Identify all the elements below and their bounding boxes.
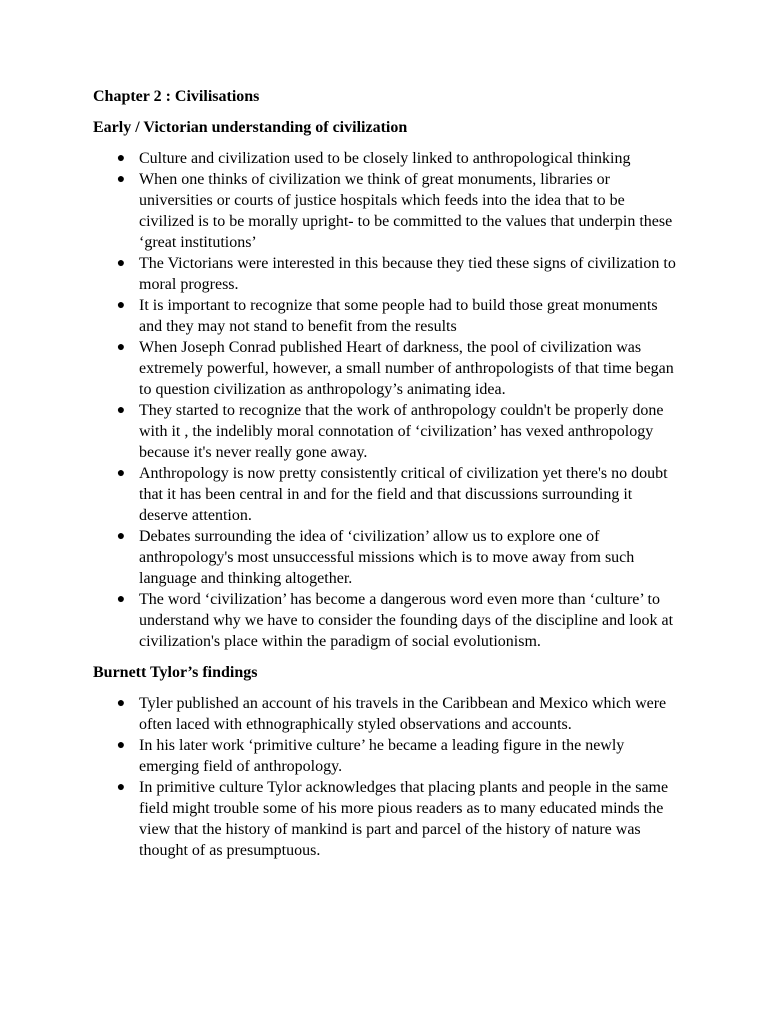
list-item-text: When one thinks of civilization we think of great monuments, libraries or universities or courts of justice hospitals which feeds into the idea that to be civilized is to be morally upright- to be committed to the values that underpin these ‘great institutions’	[139, 171, 673, 251]
list-item	[93, 463, 683, 526]
chapter-title: Chapter 2 : Civilisations	[93, 88, 260, 105]
list-item	[93, 148, 683, 169]
section-heading-victorian: Early / Victorian understanding of civilization	[93, 119, 408, 136]
list-item	[93, 735, 683, 777]
bullet-list-victorian	[93, 148, 683, 652]
list-item	[93, 337, 683, 400]
list-item-text: Debates surrounding the idea of ‘civilization’ allow us to explore one of anthropology's most unsuccessful missions which is to move away from such language and thinking altogether.	[139, 528, 635, 587]
list-item-text: Culture and civilization used to be closely linked to anthropological thinking	[139, 150, 631, 167]
list-item-text: In primitive culture Tylor acknowledges that placing plants and people in the same field might trouble some of his more pious readers as to many educated minds the view that the history of mankind is part and parcel of the history of nature was thought of as presumptuous.	[139, 779, 669, 859]
list-item	[93, 295, 683, 337]
bullet-icon: ●	[116, 738, 126, 753]
list-item-text: When Joseph Conrad published Heart of darkness, the pool of civilization was extremely powerful, however, a small number of anthropologists of that time began to question civilization as anthropology’s animating idea.	[139, 339, 674, 398]
list-item	[93, 526, 683, 589]
bullet-icon: ●	[116, 780, 126, 795]
bullet-icon: ●	[116, 298, 126, 313]
bullet-icon: ●	[116, 151, 126, 166]
list-item	[93, 169, 683, 253]
bullet-icon: ●	[116, 256, 126, 271]
bullet-icon: ●	[116, 592, 126, 607]
bullet-icon: ●	[116, 466, 126, 481]
bullet-icon: ●	[116, 172, 126, 187]
list-item	[93, 777, 683, 861]
section-heading-tylor: Burnett Tylor’s findings	[93, 664, 258, 681]
list-item	[93, 693, 683, 735]
bullet-list-tylor	[93, 693, 683, 861]
bullet-icon: ●	[116, 403, 126, 418]
list-item-text: In his later work ‘primitive culture’ he became a leading figure in the newly emerging field of anthropology.	[139, 737, 625, 775]
bullet-icon: ●	[116, 340, 126, 355]
list-item	[93, 253, 683, 295]
list-item	[93, 400, 683, 463]
list-item-text: Tyler published an account of his travels in the Caribbean and Mexico which were often laced with ethnographically styled observations and accounts.	[139, 695, 667, 733]
document-page	[93, 86, 683, 861]
list-item	[93, 589, 683, 652]
list-item-text: The Victorians were interested in this because they tied these signs of civilization to moral progress.	[139, 255, 676, 293]
list-item-text: It is important to recognize that some people had to build those great monuments and they may not stand to benefit from the results	[139, 297, 658, 335]
list-item-text: Anthropology is now pretty consistently critical of civilization yet there's no doubt that it has been central in and for the field and that discussions surrounding it deserve attention.	[139, 465, 668, 524]
bullet-icon: ●	[116, 696, 126, 711]
list-item-text: The word ‘civilization’ has become a dangerous word even more than ‘culture’ to understand why we have to consider the founding days of the discipline and look at civilization's place within the paradigm of social evolutionism.	[139, 591, 674, 650]
bullet-icon: ●	[116, 529, 126, 544]
list-item-text: They started to recognize that the work of anthropology couldn't be properly done with it , the indelibly moral connotation of ‘civilization’ has vexed anthropology because it's never really gone away.	[139, 402, 664, 461]
